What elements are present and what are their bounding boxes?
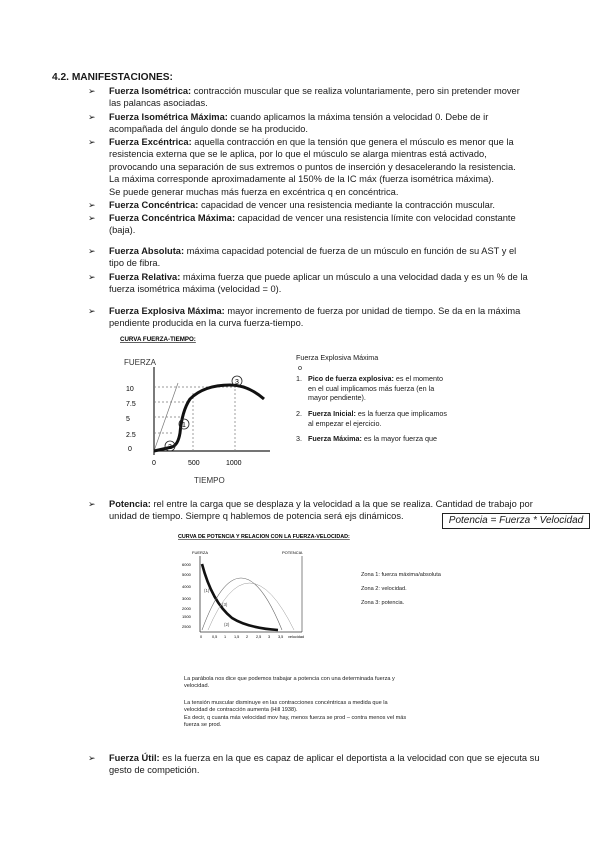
legend-item [296,409,452,428]
text-line: resistencia externa que se le aplica, por lo que el músculo se alarga mientras está activado, [109,149,487,160]
definition-isometrica-maxima [88,111,568,136]
legend-number: 1. [296,374,302,384]
y-tick: 5000 [182,572,191,577]
x-tick: 500 [188,460,200,467]
zone-item: Zona 3: potencia. [361,600,405,606]
text-line: Se puede generar muchas más fuerza en excéntrica q en concéntrica. [109,186,399,197]
figure1-legend [296,353,452,444]
x-tick: 1,5 [234,635,240,639]
definition-excentrica [88,136,568,198]
x-tick: 0 [152,460,156,467]
term: Fuerza Isométrica Máxima: [109,112,228,122]
zone-mark: (1) [204,588,210,593]
y-tick: 4000 [182,584,191,589]
bullet-arrow-icon: ➢ [88,200,96,210]
zone-mark: (2) [224,622,230,627]
marker-label: 2 [168,444,172,451]
text-line: (baja). [109,225,136,236]
text-line: gesto de competición. [109,765,200,776]
x-axis-label: velocidad [288,635,305,639]
note-line: La parábola nos dice que podemos trabajar a potencia con una determinada fuerza y [184,676,395,682]
legend-text: es el momento en el cual implicamos más fuerza (en la mayor pendiente). [308,374,444,403]
term: Fuerza Concéntrica: [109,200,199,210]
term: Fuerza Relativa: [109,272,181,282]
text-line: máxima fuerza que puede aplicar un músculo a una velocidad dada y es un % de la [180,272,528,282]
definition-absoluta [88,245,568,270]
bullet-arrow-icon: ➢ [88,306,96,316]
zone-item: Zona 1: fuerza máxima/absoluta [361,572,441,578]
note-line: fuerza se prod. [184,722,222,729]
text-line: aquella contracción en que la tensión que genera el músculo es menor que la [191,137,514,147]
figure2-note-2 [184,700,468,730]
definition-relativa [88,271,568,296]
note-line: velocidad. [184,683,210,690]
term: Fuerza Concéntrica Máxima: [109,213,236,223]
bullet-arrow-icon: ➢ [88,272,96,282]
definition-explosiva-maxima [88,305,568,330]
text-line: las palancas asociadas. [109,98,208,109]
note-line: La tensión muscular disminuye en las contracciones concéntricas a medida que la [184,700,388,706]
zone-legend [361,568,468,610]
definition-concentrica [88,199,568,211]
marker-label: 3 [235,379,239,386]
note-line: velocidad de contracción aumenta (Hill 1938). [184,707,298,714]
term: Fuerza Absoluta: [109,246,185,256]
figure2-title: CURVA DE POTENCIA Y RELACION CON LA FUERZA-VELOCIDAD: [178,534,350,540]
bullet-arrow-icon: ➢ [88,753,96,763]
term: Fuerza Explosiva Máxima: [109,306,225,316]
text-line: tipo de fibra. [109,258,161,269]
definition-fuerza-util [88,752,568,777]
x-tick: 1 [224,635,227,639]
text-line: cuando aplicamos la máxima tensión a velocidad 0. Debe de ir [227,112,489,122]
zone-item: Zona 2: velocidad. [361,586,407,592]
legend-term: Fuerza Inicial: [308,408,356,418]
y-axis-label-right: POTENCIA [282,550,303,555]
x-tick: 3,5 [278,635,284,639]
y-axis-label-left: FUERZA [192,550,208,555]
note-line: Es decir, q cuanta más velocidad mov hay, menos fuerza se prod – contra menos vel más [184,714,407,721]
force-velocity-curve [202,564,278,630]
text-line: rel entre la carga que se desplaza y la velocidad a la que se realiza. Cantidad de trabajo por [150,499,533,509]
term: Potencia: [109,499,151,509]
text-line: máxima capacidad potencial de fuerza de un músculo en función de su AST y el [184,246,517,256]
y-tick: 0 [128,446,132,453]
text-line: La máxima corresponde aproximadamente al 150% de la IC máx (fuerza isométrica máxima). [109,174,494,185]
bullet-arrow-icon: ➢ [88,213,96,223]
legend-text: es la fuerza que implicamos al empezar el ejercicio. [308,408,448,428]
bullet-arrow-icon: ➢ [88,86,96,96]
x-tick: 2 [246,635,249,639]
y-tick: 7.5 [126,401,136,408]
y-tick: 2500 [182,624,191,629]
x-tick: 2,5 [256,635,262,639]
section-heading: 4.2. MANIFESTACIONES: [52,72,173,83]
text-line: capacidad de vencer una resistencia límite con velocidad constante [235,213,516,223]
text-line: es la fuerza en la que es capaz de aplicar el deportista a la velocidad con que se ejecuta su [159,753,540,763]
term: Fuerza Isométrica: [109,86,192,96]
legend-text: es la mayor fuerza que [361,434,438,444]
y-tick: 2.5 [126,432,136,439]
legend-number: 2. [296,408,302,418]
x-axis-label: TIEMPO [194,476,225,485]
figure-curva-potencia [178,532,468,746]
y-tick: 6000 [182,562,191,567]
y-tick: 3000 [182,596,191,601]
text-line: acompañada del ángulo donde se ha producido. [109,124,309,135]
text-line: mayor incremento de fuerza por unidad de tiempo. Se da en la máxima [224,306,521,316]
bullet-arrow-icon: ➢ [88,137,96,147]
text-line: pendiente producida en la curva fuerza-tiempo. [109,318,304,329]
figure2-note-1 [184,676,468,691]
x-tick: 0 [200,635,203,639]
figure1-title: CURVA FUERZA-TIEMPO: [120,336,196,343]
x-tick: 3 [268,635,271,639]
term: Fuerza Excéntrica: [109,137,192,147]
legend-number: 3. [296,434,302,444]
bullet-arrow-icon: ➢ [88,112,96,122]
text-line: unidad de tiempo. Siempre q hablemos de potencia será ejs dinámicos. [109,511,404,522]
text-line: capacidad de vencer una resistencia mediante la contracción muscular. [198,200,496,210]
term: Fuerza Útil: [109,753,160,763]
text-line: provocando una separación de sus extremos o puntos de inserción y desacelerando la resistencia. [109,161,516,172]
definition-isometrica [88,85,568,110]
zone-mark: (3) [222,602,228,607]
legend-o: o [298,362,302,372]
bullet-arrow-icon: ➢ [88,499,96,509]
x-tick: 1000 [226,460,242,467]
text-line: contracción muscular que se realiza voluntariamente, pero sin pretender mover [191,86,520,96]
text-line: fuerza isométrica máxima (velocidad = 0). [109,284,282,295]
y-tick: 5 [126,416,130,423]
legend-title: Fuerza Explosiva Máxima [296,353,379,362]
y-tick: 10 [126,386,134,393]
legend-item [296,434,452,444]
power-formula-box: Potencia = Fuerza * Velocidad [442,513,590,529]
legend-item [296,374,452,403]
legend-term: Fuerza Máxima: [308,434,362,444]
definition-concentrica-maxima [88,212,568,237]
y-tick: 2000 [182,606,191,611]
marker-label: 1 [182,422,186,429]
x-tick: 0,5 [212,635,218,639]
legend-term: Pico de fuerza explosiva: [308,374,394,384]
y-tick: 1500 [182,614,191,619]
bullet-arrow-icon: ➢ [88,246,96,256]
figure-curva-fuerza-tiempo [118,333,452,485]
y-axis-label: FUERZA [124,358,156,367]
